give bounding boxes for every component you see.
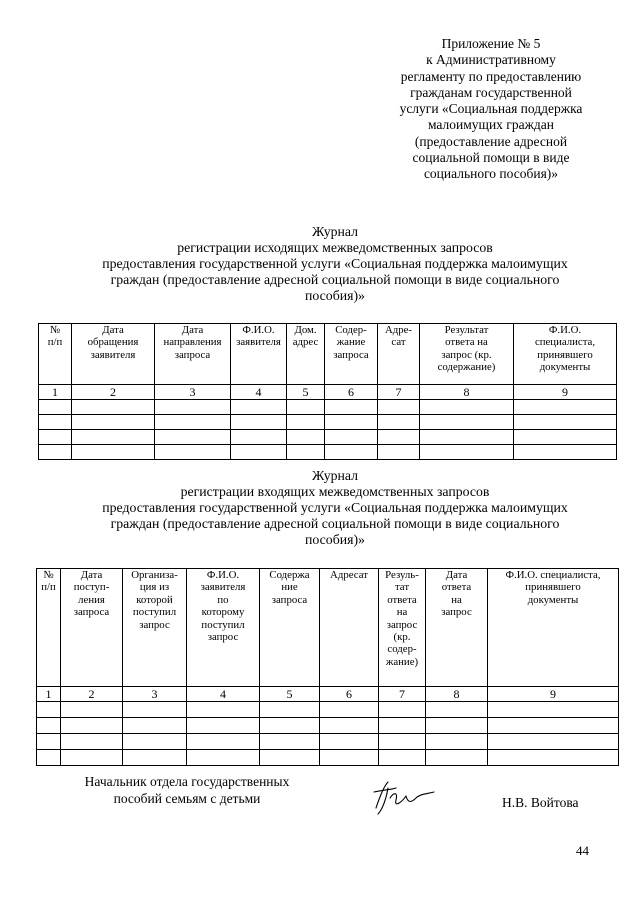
table-cell[interactable]	[231, 415, 287, 430]
appendix-line: гражданам государственной	[410, 84, 572, 100]
table-cell[interactable]	[379, 718, 426, 734]
table-cell[interactable]	[287, 400, 325, 415]
column-header	[123, 569, 187, 687]
journal2-title	[40, 468, 630, 548]
column-number: 5	[260, 687, 320, 702]
journal1-title-line: граждан (предоставление адресной социальной помощи в виде социального	[110, 272, 560, 287]
column-number: 1	[37, 687, 61, 702]
column-number-row	[37, 687, 619, 702]
table-cell[interactable]	[123, 702, 187, 718]
table-cell[interactable]	[420, 415, 514, 430]
table-cell[interactable]	[325, 415, 378, 430]
table-cell[interactable]	[320, 702, 379, 718]
table-cell[interactable]	[187, 734, 260, 750]
column-header-line: Дата	[102, 324, 124, 336]
column-header	[420, 324, 514, 385]
column-header-line: Дата	[181, 324, 204, 336]
table-cell[interactable]	[123, 734, 187, 750]
column-header-line: №	[43, 569, 54, 581]
table-cell[interactable]	[514, 400, 617, 415]
table-cell[interactable]	[37, 750, 61, 766]
column-number: 9	[488, 687, 619, 702]
column-header-line: запрос (кр.	[441, 348, 492, 361]
column-header-line: поступ-	[73, 581, 110, 594]
table-cell[interactable]	[39, 415, 72, 430]
column-header-line: документы	[539, 361, 591, 374]
column-header	[378, 324, 420, 385]
column-number: 2	[72, 385, 155, 400]
column-header-line: которому	[201, 606, 245, 619]
column-header-line: Дата	[445, 569, 468, 581]
appendix-line: малоимущих граждан	[427, 117, 554, 133]
table-cell[interactable]	[325, 445, 378, 460]
table-cell[interactable]	[260, 750, 320, 766]
table-cell[interactable]	[420, 430, 514, 445]
column-header-line: Ф.И.О.	[548, 324, 582, 336]
table-cell[interactable]	[379, 734, 426, 750]
appendix-line: к Административному	[426, 52, 556, 68]
column-number: 4	[187, 687, 260, 702]
journal2-title-line: регистрации входящих межведомственных запросов	[180, 484, 490, 499]
column-header-line: ответа	[387, 593, 417, 606]
column-header	[287, 324, 325, 385]
column-header-line: принявшего	[525, 581, 581, 594]
table-cell[interactable]	[325, 430, 378, 445]
table-cell[interactable]	[187, 750, 260, 766]
column-header-line: которой	[136, 593, 173, 606]
column-header-line: ние	[281, 581, 298, 594]
column-header-line: ция из	[139, 581, 170, 594]
column-number: 5	[287, 385, 325, 400]
column-header	[488, 569, 619, 687]
journal1-title-line: Журнал	[312, 224, 358, 239]
column-header-line: ления	[78, 593, 105, 606]
column-header-line: Дом.	[294, 324, 317, 336]
appendix-block	[378, 36, 604, 183]
table-cell[interactable]	[379, 702, 426, 718]
column-number: 3	[123, 687, 187, 702]
column-header-line: Ф.И.О. специалиста,	[505, 569, 601, 581]
column-header-line: ответа	[441, 581, 472, 594]
column-header	[426, 569, 488, 687]
table-cell[interactable]	[72, 445, 155, 460]
table-cell[interactable]	[39, 430, 72, 445]
table-cell[interactable]	[488, 750, 619, 766]
table-cell[interactable]	[61, 734, 123, 750]
table-cell[interactable]	[514, 445, 617, 460]
table-row	[37, 734, 619, 750]
journal2-title-line: предоставления государственной услуги «Социальная поддержка малоимущих	[102, 500, 568, 515]
table-row	[39, 445, 617, 460]
column-header	[514, 324, 617, 385]
column-header-line: на	[396, 606, 408, 619]
column-header-line: запроса	[73, 606, 110, 619]
page-number: 44	[576, 843, 589, 858]
header-row	[37, 569, 619, 687]
column-header	[155, 324, 231, 385]
table-row	[39, 400, 617, 415]
column-header-line: Содержа	[269, 569, 310, 581]
table-cell[interactable]	[488, 718, 619, 734]
column-header-line: Содер-	[335, 324, 367, 336]
column-header-line: содер-	[387, 643, 417, 656]
journal1-title	[40, 224, 630, 304]
column-number: 4	[231, 385, 287, 400]
table-cell[interactable]	[320, 750, 379, 766]
table-cell[interactable]	[378, 445, 420, 460]
column-header-line: на	[451, 593, 462, 606]
table-cell[interactable]	[231, 400, 287, 415]
table-cell[interactable]	[426, 702, 488, 718]
column-header-line: Организа-	[131, 569, 178, 581]
appendix-line: услуги «Социальная поддержка	[399, 101, 583, 117]
column-header-line: принявшего	[537, 348, 593, 361]
table-cell[interactable]	[420, 445, 514, 460]
journal1-title-line: предоставления государственной услуги «Социальная поддержка малоимущих	[102, 256, 568, 271]
column-number: 8	[426, 687, 488, 702]
handwritten-signature	[368, 778, 438, 818]
table-cell[interactable]	[260, 718, 320, 734]
outgoing-requests-table	[38, 323, 617, 460]
column-header-line: заявителя	[200, 581, 246, 594]
column-number: 8	[420, 385, 514, 400]
column-header-line: ответа на	[445, 336, 488, 349]
table-cell[interactable]	[514, 430, 617, 445]
column-header-line: сат	[391, 336, 406, 349]
journal1-title-line: регистрации исходящих межведомственных запросов	[177, 240, 493, 255]
column-header-line: Ф.И.О.	[206, 569, 240, 581]
table-cell[interactable]	[514, 415, 617, 430]
column-number: 1	[39, 385, 72, 400]
table-row	[37, 750, 619, 766]
appendix-line: Приложение № 5	[441, 36, 541, 51]
column-header-line: содержание)	[437, 361, 496, 374]
column-header-line: специалиста,	[534, 336, 596, 349]
column-header-line: запрос	[441, 606, 472, 619]
table-cell[interactable]	[231, 445, 287, 460]
table-cell[interactable]	[37, 734, 61, 750]
column-header	[325, 324, 378, 385]
column-number: 2	[61, 687, 123, 702]
table-cell[interactable]	[37, 702, 61, 718]
appendix-line: регламенту по предоставлению	[400, 68, 582, 84]
table-row	[39, 415, 617, 430]
column-header-line: Резуль-	[385, 569, 419, 581]
column-header-line: п/п	[47, 336, 63, 349]
appendix-line: социального пособия)»	[423, 166, 559, 182]
column-header	[39, 324, 72, 385]
column-header	[379, 569, 426, 687]
table-row	[37, 702, 619, 718]
column-header-line: по	[217, 593, 229, 606]
column-header-line: направления	[163, 336, 222, 349]
column-number: 6	[325, 385, 378, 400]
signatory-name: Н.В. Войтова	[502, 795, 579, 810]
column-header-line: (кр.	[393, 631, 411, 644]
table-cell[interactable]	[287, 415, 325, 430]
table-cell[interactable]	[260, 734, 320, 750]
table-cell[interactable]	[61, 702, 123, 718]
signatory-position	[62, 773, 312, 807]
journal1-title-line: пособия)»	[305, 288, 365, 303]
table-cell[interactable]	[488, 702, 619, 718]
column-header-line: Адре-	[384, 324, 413, 336]
appendix-line: социальной помощи в виде	[412, 150, 570, 166]
column-header	[187, 569, 260, 687]
column-header-line: п/п	[41, 581, 56, 594]
column-header-line: Дата	[80, 569, 103, 581]
column-header-line: поступил	[201, 618, 245, 631]
table-cell[interactable]	[61, 750, 123, 766]
column-header-line: заявителя	[90, 348, 136, 361]
signatory-position-line: Начальник отдела государственных	[84, 774, 290, 789]
column-header-line: поступил	[132, 606, 177, 619]
table-cell[interactable]	[426, 734, 488, 750]
column-header-line: адрес	[292, 336, 319, 349]
column-header	[260, 569, 320, 687]
table-cell[interactable]	[426, 750, 488, 766]
column-header-line: запрос	[139, 618, 170, 631]
table-cell[interactable]	[426, 718, 488, 734]
column-header-line: жание)	[385, 655, 419, 668]
table-cell[interactable]	[287, 445, 325, 460]
table-cell[interactable]	[187, 718, 260, 734]
table-cell[interactable]	[155, 415, 231, 430]
table-cell[interactable]	[39, 400, 72, 415]
table-row	[37, 718, 619, 734]
table-cell[interactable]	[187, 702, 260, 718]
column-number-row	[39, 385, 617, 400]
table-row	[39, 430, 617, 445]
column-header-line: заявителя	[236, 336, 281, 349]
column-header-line: обращения	[87, 336, 139, 349]
column-number: 3	[155, 385, 231, 400]
table-cell[interactable]	[61, 718, 123, 734]
column-header-line: запроса	[333, 348, 369, 361]
column-number: 6	[320, 687, 379, 702]
column-number: 7	[378, 385, 420, 400]
table-cell[interactable]	[488, 734, 619, 750]
table-cell[interactable]	[320, 718, 379, 734]
table-cell[interactable]	[378, 400, 420, 415]
table-cell[interactable]	[287, 430, 325, 445]
column-header-line: тат	[394, 581, 410, 594]
table-cell[interactable]	[325, 400, 378, 415]
table-cell[interactable]	[37, 718, 61, 734]
column-header-line: Результат	[444, 324, 489, 336]
column-header	[72, 324, 155, 385]
table-cell[interactable]	[379, 750, 426, 766]
column-header	[61, 569, 123, 687]
column-header-line: Ф.И.О.	[242, 324, 275, 336]
header-row	[39, 324, 617, 385]
column-number: 7	[379, 687, 426, 702]
table-cell[interactable]	[72, 400, 155, 415]
table-cell[interactable]	[155, 430, 231, 445]
column-header	[37, 569, 61, 687]
column-header-line: Адресат	[330, 569, 368, 581]
column-header-line: запрос	[207, 631, 239, 644]
table-cell[interactable]	[155, 445, 231, 460]
table-cell[interactable]	[155, 400, 231, 415]
column-header	[320, 569, 379, 687]
column-header-line: жание	[336, 336, 366, 349]
table-cell[interactable]	[123, 750, 187, 766]
journal2-title-line: граждан (предоставление адресной социальной помощи в виде социального	[110, 516, 560, 531]
column-header-line: №	[49, 324, 61, 336]
appendix-line: (предоставление адресной	[414, 133, 568, 149]
signatory-position-line: пособий семьям с детьми	[113, 791, 261, 806]
table-cell[interactable]	[320, 734, 379, 750]
table-cell[interactable]	[72, 430, 155, 445]
column-header	[231, 324, 287, 385]
incoming-requests-table	[36, 568, 619, 766]
table-cell[interactable]	[378, 415, 420, 430]
table-cell[interactable]	[123, 718, 187, 734]
column-number: 9	[514, 385, 617, 400]
table-cell[interactable]	[378, 430, 420, 445]
table-cell[interactable]	[39, 445, 72, 460]
column-header-line: запрос	[386, 618, 418, 631]
column-header-line: запроса	[174, 348, 211, 361]
table-cell[interactable]	[420, 400, 514, 415]
journal2-title-line: Журнал	[312, 468, 358, 483]
journal2-title-line: пособия)»	[305, 532, 365, 547]
column-header-line: документы	[527, 593, 579, 606]
column-header-line: запроса	[271, 593, 308, 606]
table-cell[interactable]	[260, 702, 320, 718]
table-cell[interactable]	[231, 430, 287, 445]
table-cell[interactable]	[72, 415, 155, 430]
